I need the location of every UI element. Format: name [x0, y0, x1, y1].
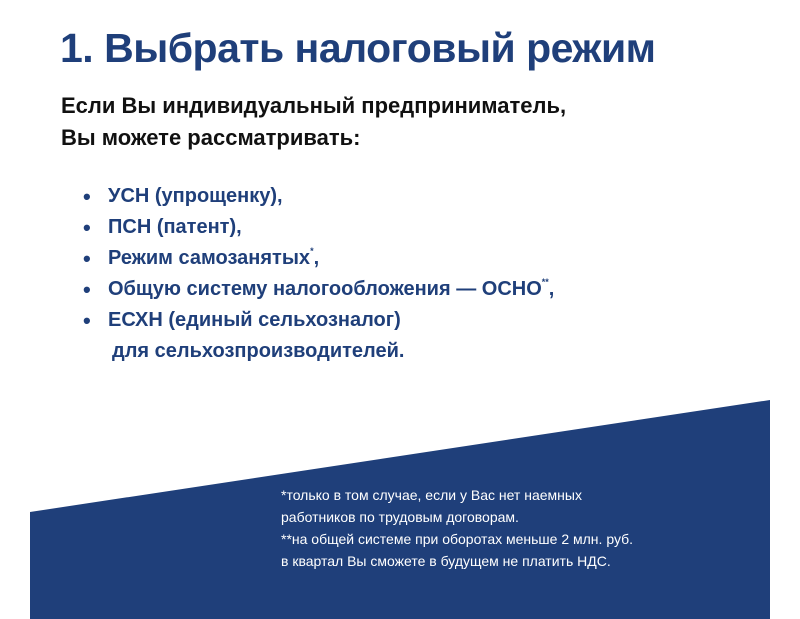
list-item-self-employed — [83, 243, 554, 274]
intro-line-1: Если Вы индивидуальный предприниматель, — [61, 93, 567, 118]
list-item-text: Общую систему налогообложения — ОСНО — [108, 278, 542, 300]
list-item-eskhn — [83, 305, 554, 367]
footnote-line-2: работников по трудовым договорам. — [281, 509, 519, 525]
footnote-line-4: в квартал Вы сможете в будущем не платить НДС. — [281, 553, 611, 569]
list-item-text: ПСН (патент), — [108, 216, 242, 238]
footnote-line-3: **на общей системе при оборотах меньше 2 млн. руб. — [281, 531, 634, 547]
list-item-text: УСН (упрощенку), — [108, 185, 283, 207]
list-item-text: Режим самозанятых — [108, 247, 311, 269]
list-item-suffix: , — [313, 247, 320, 269]
list-item-suffix: , — [548, 278, 555, 300]
list-item-usn — [83, 181, 554, 212]
footnote-marker: ** — [541, 277, 549, 287]
footnotes — [281, 484, 633, 572]
tax-regime-list — [83, 181, 554, 367]
footnote-marker: * — [310, 246, 314, 256]
list-item-osno — [83, 274, 554, 305]
footnote-line-1: *только в том случае, если у Вас нет наемных — [281, 487, 582, 503]
intro-line-2: Вы можете рассматривать: — [61, 125, 361, 150]
list-item-continuation: для сельхозпроизводителей. — [112, 340, 405, 362]
page-title: 1. Выбрать налоговый режим — [60, 25, 656, 71]
intro-text — [61, 90, 566, 154]
list-item-psn — [83, 212, 554, 243]
list-item-text: ЕСХН (единый сельхозналог) — [108, 309, 401, 331]
